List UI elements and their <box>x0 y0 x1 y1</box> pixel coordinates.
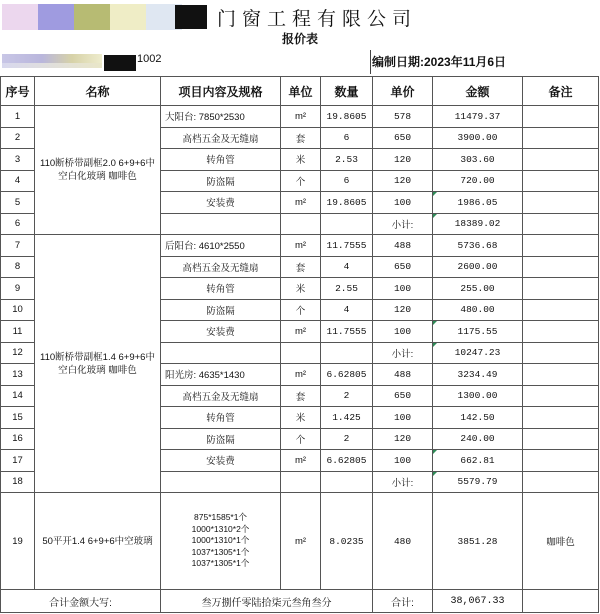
note <box>523 407 599 429</box>
subtotal-label: 小计: <box>373 471 433 493</box>
row-no: 13 <box>1 364 35 386</box>
row-no: 6 <box>1 213 35 235</box>
spec-line: 1037*1305*1个 <box>191 546 250 557</box>
qty: 11.7555 <box>321 235 373 257</box>
quote-table <box>0 76 599 613</box>
redaction-stripe <box>2 63 102 68</box>
unit-price: 100 <box>373 450 433 472</box>
qty: 6.62805 <box>321 450 373 472</box>
qty <box>321 342 373 364</box>
unit: 米 <box>281 278 321 300</box>
qty: 1.425 <box>321 407 373 429</box>
unit-price: 120 <box>373 428 433 450</box>
unit <box>281 213 321 235</box>
row-no: 17 <box>1 450 35 472</box>
total-words-label: 合计金额大写: <box>1 590 161 613</box>
unit <box>281 471 321 493</box>
amount: 240.00 <box>433 428 523 450</box>
qty: 2 <box>321 428 373 450</box>
unit: m² <box>281 192 321 214</box>
row-no: 14 <box>1 385 35 407</box>
row-no: 12 <box>1 342 35 364</box>
row-no: 16 <box>1 428 35 450</box>
unit: 个 <box>281 428 321 450</box>
qty: 19.8605 <box>321 106 373 128</box>
amount: 480.00 <box>433 299 523 321</box>
item-spec: 安装费 <box>161 321 281 343</box>
subtotal-amount: 18389.02 <box>433 213 523 235</box>
item-spec: 高档五金及无缝扇 <box>161 256 281 278</box>
row-no: 2 <box>1 127 35 149</box>
note <box>523 192 599 214</box>
unit: m² <box>281 450 321 472</box>
note <box>523 235 599 257</box>
unit: 套 <box>281 385 321 407</box>
col-header-qty: 数量 <box>321 77 373 106</box>
col-header-spec: 项目内容及规格 <box>161 77 281 106</box>
note <box>523 471 599 493</box>
amount: 720.00 <box>433 170 523 192</box>
note <box>523 106 599 128</box>
group-name: 110断桥带副框1.4 6+9+6中空白化玻璃 咖啡色 <box>35 235 161 493</box>
item-spec: 高档五金及无缝扇 <box>161 127 281 149</box>
item-spec: 安装费 <box>161 192 281 214</box>
row-no: 11 <box>1 321 35 343</box>
swatch <box>110 4 146 30</box>
note <box>523 278 599 300</box>
note <box>523 385 599 407</box>
item-spec: 防盗隔 <box>161 428 281 450</box>
unit-price: 650 <box>373 127 433 149</box>
redaction-block <box>175 5 207 29</box>
col-header-name: 名称 <box>35 77 161 106</box>
amount: 11479.37 <box>433 106 523 128</box>
qty: 6 <box>321 127 373 149</box>
redaction-block <box>104 55 136 71</box>
note <box>523 321 599 343</box>
group-name: 110断桥带副框2.0 6+9+6中空白化玻璃 咖啡色 <box>35 106 161 235</box>
document-code: 1002 <box>137 53 162 65</box>
row-no: 9 <box>1 278 35 300</box>
spec-line: 1000*1310*1个 <box>191 535 250 546</box>
unit-price: 488 <box>373 364 433 386</box>
spec-line: 875*1585*1个 <box>194 512 247 523</box>
unit-price: 100 <box>373 321 433 343</box>
note <box>523 149 599 171</box>
spec-line: 1037*1305*1个 <box>191 558 250 569</box>
qty <box>321 471 373 493</box>
col-header-unit: 单位 <box>281 77 321 106</box>
unit: m² <box>281 321 321 343</box>
date-value: 2023年11月6日 <box>424 55 507 69</box>
subtotal-amount: 5579.79 <box>433 471 523 493</box>
note <box>523 127 599 149</box>
unit: m² <box>281 364 321 386</box>
col-header-price: 单价 <box>373 77 433 106</box>
note <box>523 213 599 235</box>
divider <box>370 50 371 74</box>
unit-price: 488 <box>373 235 433 257</box>
item-spec <box>161 471 281 493</box>
qty: 6 <box>321 170 373 192</box>
qty <box>321 213 373 235</box>
row-no: 8 <box>1 256 35 278</box>
unit: m² <box>281 493 321 590</box>
unit-price: 650 <box>373 385 433 407</box>
total-words-value: 叁万捌仟零陆拾柒元叁角叁分 <box>161 590 373 613</box>
qty: 11.7555 <box>321 321 373 343</box>
amount: 662.81 <box>433 450 523 472</box>
company-name: 门窗工程有限公司 <box>217 7 418 30</box>
qty: 4 <box>321 299 373 321</box>
item-spec: 后阳台: 4610*2550 <box>161 235 281 257</box>
unit-price: 100 <box>373 192 433 214</box>
unit: 个 <box>281 299 321 321</box>
unit-price: 120 <box>373 170 433 192</box>
row-no: 15 <box>1 407 35 429</box>
table-row <box>1 235 599 257</box>
swatch <box>74 4 110 30</box>
item-spec-list <box>161 493 281 590</box>
unit-price: 120 <box>373 299 433 321</box>
item-spec: 大阳台: 7850*2530 <box>161 106 281 128</box>
unit: 套 <box>281 127 321 149</box>
unit: 米 <box>281 149 321 171</box>
col-header-amount: 金额 <box>433 77 523 106</box>
note <box>523 170 599 192</box>
note <box>523 590 599 613</box>
info-row <box>0 50 600 74</box>
unit-price: 120 <box>373 149 433 171</box>
amount: 5736.68 <box>433 235 523 257</box>
row-no: 10 <box>1 299 35 321</box>
company-header <box>175 4 417 30</box>
table-row <box>1 106 599 128</box>
amount: 303.60 <box>433 149 523 171</box>
item-spec: 阳光房: 4635*1430 <box>161 364 281 386</box>
item-spec: 高档五金及无缝扇 <box>161 385 281 407</box>
item-spec: 转角管 <box>161 278 281 300</box>
subtotal-label: 小计: <box>373 213 433 235</box>
unit-price: 100 <box>373 278 433 300</box>
date-label: 编制日期: <box>372 55 424 69</box>
item-spec <box>161 342 281 364</box>
note <box>523 450 599 472</box>
unit: 套 <box>281 256 321 278</box>
col-header-no: 序号 <box>1 77 35 106</box>
qty: 2 <box>321 385 373 407</box>
row-no: 4 <box>1 170 35 192</box>
item-spec: 防盗隔 <box>161 299 281 321</box>
amount: 3234.49 <box>433 364 523 386</box>
swatch <box>2 4 38 30</box>
group-name: 50平开1.4 6+9+6中空玻璃 <box>35 493 161 590</box>
item-spec: 转角管 <box>161 149 281 171</box>
row-no: 7 <box>1 235 35 257</box>
qty: 2.55 <box>321 278 373 300</box>
qty: 4 <box>321 256 373 278</box>
amount: 1986.05 <box>433 192 523 214</box>
date-field <box>372 53 506 70</box>
qty: 19.8605 <box>321 192 373 214</box>
total-value: 38,067.33 <box>433 590 523 613</box>
unit-price: 100 <box>373 407 433 429</box>
amount: 255.00 <box>433 278 523 300</box>
qty: 8.0235 <box>321 493 373 590</box>
header-row <box>1 77 599 106</box>
amount: 142.50 <box>433 407 523 429</box>
subtotal-amount: 10247.23 <box>433 342 523 364</box>
unit: 个 <box>281 170 321 192</box>
row-no: 5 <box>1 192 35 214</box>
table-row <box>1 493 599 590</box>
amount: 3851.28 <box>433 493 523 590</box>
unit: m² <box>281 106 321 128</box>
amount: 3900.00 <box>433 127 523 149</box>
amount: 2600.00 <box>433 256 523 278</box>
note <box>523 342 599 364</box>
note <box>523 428 599 450</box>
qty: 6.62805 <box>321 364 373 386</box>
col-header-note: 备注 <box>523 77 599 106</box>
row-no: 19 <box>1 493 35 590</box>
total-row <box>1 590 599 613</box>
note <box>523 299 599 321</box>
redaction-stripe <box>2 54 102 63</box>
document-title: 报价表 <box>281 32 318 46</box>
unit-price: 578 <box>373 106 433 128</box>
qty: 2.53 <box>321 149 373 171</box>
item-spec <box>161 213 281 235</box>
amount: 1300.00 <box>433 385 523 407</box>
note: 咖啡色 <box>523 493 599 590</box>
amount: 1175.55 <box>433 321 523 343</box>
unit: m² <box>281 235 321 257</box>
unit-price: 650 <box>373 256 433 278</box>
subtotal-label: 小计: <box>373 342 433 364</box>
total-label: 合计: <box>373 590 433 613</box>
item-spec: 安装费 <box>161 450 281 472</box>
row-no: 1 <box>1 106 35 128</box>
color-swatch-strip <box>2 4 182 30</box>
unit <box>281 342 321 364</box>
note <box>523 364 599 386</box>
row-no: 18 <box>1 471 35 493</box>
spec-line: 1000*1310*2个 <box>191 523 250 534</box>
item-spec: 防盗隔 <box>161 170 281 192</box>
item-spec: 转角管 <box>161 407 281 429</box>
unit-price: 480 <box>373 493 433 590</box>
unit: 米 <box>281 407 321 429</box>
swatch <box>38 4 74 30</box>
row-no: 3 <box>1 149 35 171</box>
note <box>523 256 599 278</box>
